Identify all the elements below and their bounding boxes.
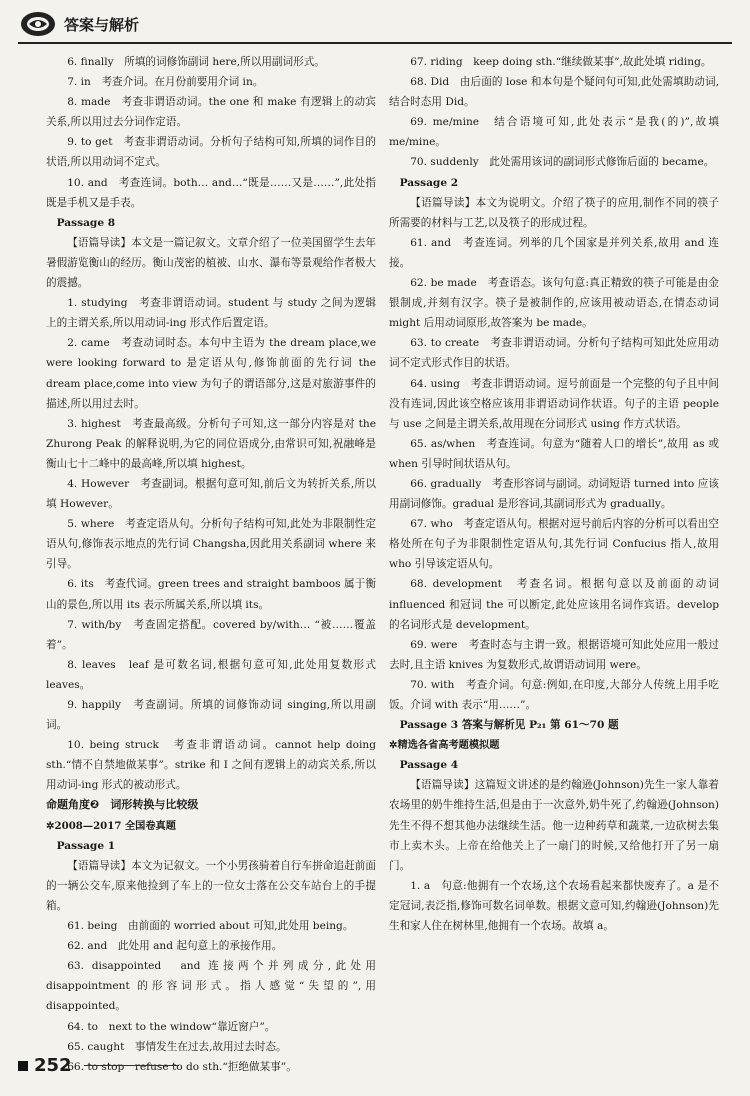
answer-paragraph: 63. to create 考查非谓语动词。分析句子结构可知此处应用动词不定式形式作目的状语。 [389,337,719,370]
answer-paragraph: 【语篇导读】本文是一篇记叙文。文章介绍了一位美国留学生去年暑假游览衡山的经历。衡山茂密的植被、山水、瀑布等景观给作者极大的震撼。 [46,236,376,290]
page-header [20,10,139,38]
answer-paragraph: 66. gradually 考查形容词与副词。动词短语 turned into 应该用副词修饰。gradual 是形容词,其副词形式为 gradually。 [389,477,719,511]
answer-paragraph: 5. where 考查定语从句。分析句子结构可知,此处为非限制性定语从句,修饰表示地点的先行词 Changsha,因此用关系副词 where 来引导。 [46,518,376,571]
answer-paragraph: 1. a 句意:他拥有一个农场,这个农场看起来都快废弃了。a 是不定冠词,表泛指,修饰可数名词单数。根据文意可知,约翰逊(Johnson)先生和家人住在树林里,他拥有一个农场。故填 a。 [389,879,719,933]
answer-paragraph: 65. as/when 考查连词。句意为“随着人口的增长”,故用 as 或 when 引导时间状语从句。 [389,437,719,470]
header-title: 答案与解析 [64,15,140,34]
book-logo-icon [20,11,56,37]
answer-paragraph: 4. However 考查副词。根据句意可知,前后文为转折关系,所以填 However。 [46,477,376,511]
answer-paragraph: 3. highest 考查最高级。分析句子可知,这一部分内容是对 the Zhurong Peak 的解释说明,为它的同位语成分,由常识可知,祝融峰是衡山七十二峰中的最高峰,所以填 highest。 [46,417,376,470]
passage-heading: Passage 2 [399,176,459,189]
answer-paragraph: 【语篇导读】本文为说明文。介绍了筷子的应用,制作不同的筷子所需要的材料与工艺,以及筷子的形成过程。 [389,196,719,229]
right-column [389,52,719,936]
answer-paragraph: 61. being 由前面的 worried about 可知,此处用 being。 [67,920,354,933]
answer-paragraph: 6. its 考查代词。green trees and straight bamboos 属于衡山的景色,所以用 its 表示所属关系,所以填 its。 [46,578,376,611]
page-number: 252 [34,1055,72,1076]
answer-paragraph: 10. being struck 考查非谓语动词。cannot help doing sth.“情不自禁地做某事”。strike 和 I 之间有逻辑上的动宾关系,所以用动词-ing 形式的被动形式。 [46,739,376,792]
section-heading: ✲精选各省高考题模拟题 [389,739,500,752]
answer-paragraph: 67. who 考查定语从句。根据对逗号前后内容的分析可以看出空格处所在句子为非限制性定语从句,其先行词 Confucius 指人,故用 who 引导该定语从句。 [389,518,719,571]
answer-paragraph: 9. happily 考查副词。所填的词修饰动词 singing,所以用副词。 [46,699,376,732]
passage-heading: Passage 1 [56,839,116,852]
passage-heading: Passage 8 [56,216,116,229]
answer-paragraph: 62. be made 考查语态。该句句意:真正精致的筷子可能是由金银制成,并刻有汉字。筷子是被制作的,应该用被动语态,在情态动词 might 后用动词原形,故答案为 be made。 [389,277,719,330]
answer-paragraph: 7. in 考查介词。在月份前要用介词 in。 [67,76,264,89]
answer-paragraph: 64. to next to the window“靠近窗户”。 [67,1020,276,1033]
answer-paragraph: 1. studying 考查非谓语动词。student 与 study 之间为逻辑上的主谓关系,所以用动词-ing 形式作后置定语。 [46,297,376,330]
answer-paragraph: 【语篇导读】这篇短文讲述的是约翰逊(Johnson)先生一家人靠着农场里的奶牛维持生活,但是由于一次意外,奶牛死了,约翰逊(Johnson)先生不得不想其他办法继续生活。他一边种药草和蔬菜,一边砍树去集市上卖木头。上帝在给他关上了一扇门的时候,又给他打开了另一扇门。 [389,779,719,872]
answer-paragraph: 68. development 考查名词。根据句意以及前面的动词 influenced 和冠词 the 可以断定,此处应该用名词作宾语。develop 的名词形式是 development。 [389,578,719,631]
answer-paragraph: 70. suddenly 此处需用该词的副词形式修饰后面的 became。 [410,156,715,169]
answer-paragraph: 10. and 考查连词。both… and…“既是……又是……”,此处指既是手机又是手表。 [46,176,376,209]
section-heading: 命题角度❷ 词形转换与比较级 [46,798,199,812]
answer-paragraph: 65. caught 事情发生在过去,故用过去时态。 [67,1040,287,1053]
answer-paragraph: 69. me/mine 结合语境可知,此处表示“是我(的)”,故填 me/mine。 [389,116,719,149]
answer-paragraph: 6. finally 所填的词修饰副词 here,所以用副词形式。 [67,56,325,68]
header-divider [18,42,732,44]
answer-paragraph: 70. with 考查介词。句意:例如,在印度,大部分人传统上用手吃饭。介词 with 表示“用……”。 [389,678,719,711]
footer-square-icon [18,1061,28,1071]
answer-paragraph: 66. to stop refuse to do sth.“拒绝做某事”。 [67,1060,297,1073]
answer-paragraph: 67. riding keep doing sth.“继续做某事”,故此处填 riding。 [410,56,712,68]
answer-paragraph: 68. Did 由后面的 lose 和本句是个疑问句可知,此处需填助动词,结合时态用 Did。 [389,76,719,109]
answer-paragraph: 【语篇导读】本文为记叙文。一个小男孩骑着自行车拼命追赶前面的一辆公交车,原来他捡到了车上的一位女士落在公交车站台上的手提箱。 [46,859,376,912]
answer-paragraph: 2. came 考查动词时态。本句中主语为 the dream place,we were looking forward to 是定语从句,修饰前面的先行词 the dream place,come into view 为句子的谓语部分,这是对旅游事件的描述,所以用过去时。 [46,337,376,410]
answer-paragraph: 63. disappointed and 连接两个并列成分,此处用 disappointment 的形容词形式。指人感觉“失望的”,用 disappointed。 [46,960,376,1013]
left-column [46,52,376,1077]
answer-paragraph: 8. leaves leaf 是可数名词,根据句意可知,此处用复数形式 leaves。 [46,658,376,691]
section-heading: ✲2008—2017 全国卷真题 [46,819,176,832]
answer-paragraph: 64. using 考查非谓语动词。逗号前面是一个完整的句子且中间没有连词,因此该空格应该用非谓语动词作状语。句子的主语 people 与 use 之间是主谓关系,故用现在分词形式 using 作方式状语。 [389,377,719,430]
passage-heading: Passage 3 答案与解析见 P₂₁ 第 61～70 题 [399,719,619,732]
page-footer [18,1055,179,1076]
answer-paragraph: 9. to get 考查非谓语动词。分析句子结构可知,所填的词作目的状语,所以用动词不定式。 [46,136,376,169]
answer-paragraph: 8. made 考查非谓语动词。the one 和 make 有逻辑上的动宾关系,所以用过去分词作定语。 [46,96,376,129]
answer-paragraph: 62. and 此处用 and 起句意上的承接作用。 [67,940,283,953]
answer-paragraph: 61. and 考查连词。列举的几个国家是并列关系,故用 and 连接。 [389,236,719,269]
passage-heading: Passage 4 [399,759,459,772]
answer-paragraph: 69. were 考查时态与主谓一致。根据语境可知此处应用一般过去时,且主语 knives 为复数形式,故谓语动词用 were。 [389,638,719,671]
answer-paragraph: 7. with/by 考查固定搭配。covered by/with… “被……覆盖着”。 [46,618,376,651]
footer-divider [84,1065,179,1066]
